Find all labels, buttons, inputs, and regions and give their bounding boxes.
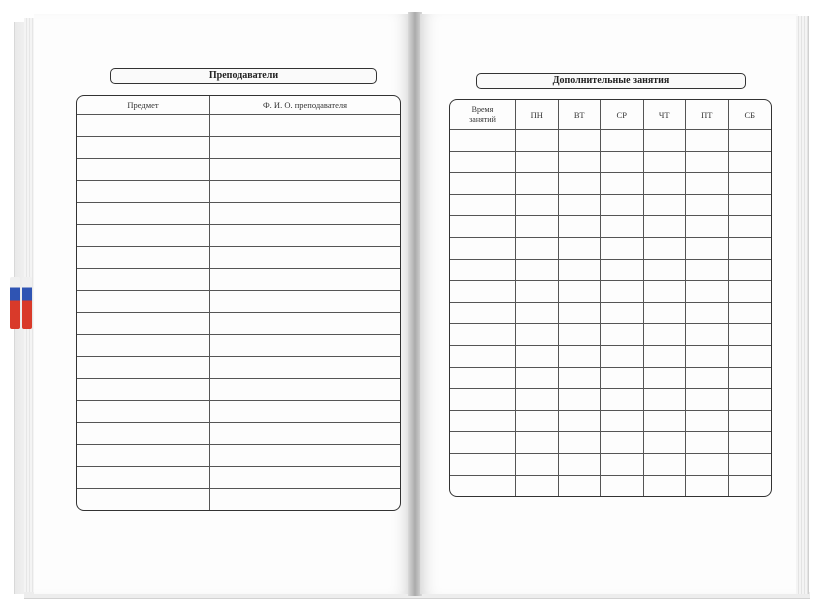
subject-cell <box>77 247 210 269</box>
day-cell <box>559 476 602 497</box>
day-cell <box>559 216 602 238</box>
day-cell <box>729 454 772 476</box>
day-cell <box>601 216 644 238</box>
day-cell <box>729 324 772 346</box>
day-cell <box>644 476 687 497</box>
day-cell <box>729 173 772 195</box>
table-row <box>450 130 771 152</box>
day-cell <box>729 281 772 303</box>
table-row <box>450 476 771 497</box>
day-cell <box>729 476 772 497</box>
time-cell <box>450 303 516 325</box>
table-row <box>450 281 771 303</box>
table-row <box>77 401 400 423</box>
day-cell <box>644 173 687 195</box>
day-cell <box>516 195 559 217</box>
table-row <box>77 181 400 203</box>
day-cell <box>601 303 644 325</box>
table-row <box>77 467 400 489</box>
table-row <box>450 411 771 433</box>
table-row <box>77 357 400 379</box>
time-cell <box>450 173 516 195</box>
teachers-table <box>76 95 401 511</box>
table-header-row <box>77 96 400 115</box>
day-cell <box>516 346 559 368</box>
day-cell <box>686 454 729 476</box>
teacher-name-cell <box>210 379 400 401</box>
day-cell <box>559 389 602 411</box>
column-header-day: ЧТ <box>644 100 687 130</box>
table-row <box>77 203 400 225</box>
day-cell <box>729 260 772 282</box>
teacher-name-cell <box>210 269 400 291</box>
time-header-line: Время <box>471 104 494 114</box>
day-cell <box>729 130 772 152</box>
table-row <box>450 432 771 454</box>
day-cell <box>686 368 729 390</box>
day-cell <box>601 411 644 433</box>
day-cell <box>516 454 559 476</box>
day-cell <box>601 173 644 195</box>
extra-classes-table <box>449 99 772 497</box>
day-cell <box>729 346 772 368</box>
time-cell <box>450 411 516 433</box>
teacher-name-cell <box>210 159 400 181</box>
subject-cell <box>77 445 210 467</box>
teacher-name-cell <box>210 137 400 159</box>
table-row <box>77 115 400 137</box>
subject-cell <box>77 423 210 445</box>
day-cell <box>601 238 644 260</box>
teacher-name-cell <box>210 467 400 489</box>
time-cell <box>450 260 516 282</box>
subject-cell <box>77 357 210 379</box>
day-cell <box>686 195 729 217</box>
day-cell <box>516 260 559 282</box>
day-cell <box>559 454 602 476</box>
subject-cell <box>77 225 210 247</box>
table-header-row <box>450 100 771 130</box>
day-cell <box>559 324 602 346</box>
time-cell <box>450 476 516 497</box>
day-cell <box>516 216 559 238</box>
day-cell <box>559 432 602 454</box>
day-cell <box>644 303 687 325</box>
page-stack-right <box>796 16 809 594</box>
day-cell <box>601 432 644 454</box>
subject-cell <box>77 269 210 291</box>
day-cell <box>686 476 729 497</box>
day-cell <box>729 303 772 325</box>
day-cell <box>601 152 644 174</box>
table-row <box>77 423 400 445</box>
day-cell <box>686 303 729 325</box>
time-cell <box>450 195 516 217</box>
day-cell <box>644 411 687 433</box>
day-cell <box>559 260 602 282</box>
time-cell <box>450 432 516 454</box>
day-cell <box>559 130 602 152</box>
table-row <box>450 454 771 476</box>
day-cell <box>729 216 772 238</box>
table-row <box>450 260 771 282</box>
day-cell <box>686 152 729 174</box>
subject-cell <box>77 335 210 357</box>
table-row <box>77 291 400 313</box>
time-cell <box>450 324 516 346</box>
day-cell <box>516 389 559 411</box>
day-cell <box>559 238 602 260</box>
day-cell <box>559 152 602 174</box>
table-row <box>77 159 400 181</box>
teacher-name-cell <box>210 489 400 510</box>
day-cell <box>601 346 644 368</box>
teacher-name-cell <box>210 335 400 357</box>
day-cell <box>729 238 772 260</box>
table-row <box>450 173 771 195</box>
table-row <box>77 445 400 467</box>
day-cell <box>516 476 559 497</box>
subject-cell <box>77 137 210 159</box>
column-header-day: ПН <box>516 100 559 130</box>
teachers-title: Преподаватели <box>110 68 377 84</box>
day-cell <box>601 476 644 497</box>
teacher-name-cell <box>210 291 400 313</box>
day-cell <box>686 238 729 260</box>
day-cell <box>559 368 602 390</box>
day-cell <box>686 130 729 152</box>
subject-cell <box>77 203 210 225</box>
day-cell <box>644 130 687 152</box>
day-cell <box>516 238 559 260</box>
day-cell <box>516 411 559 433</box>
subject-cell <box>77 401 210 423</box>
table-row <box>77 489 400 510</box>
day-cell <box>559 173 602 195</box>
table-row <box>77 137 400 159</box>
teacher-name-cell <box>210 401 400 423</box>
teacher-name-cell <box>210 313 400 335</box>
time-cell <box>450 346 516 368</box>
day-cell <box>644 260 687 282</box>
column-header-subject: Предмет <box>77 96 210 115</box>
subject-cell <box>77 115 210 137</box>
day-cell <box>686 389 729 411</box>
day-cell <box>516 130 559 152</box>
day-cell <box>516 281 559 303</box>
extra-classes-title: Дополнительные занятия <box>476 73 746 89</box>
table-row <box>77 379 400 401</box>
teacher-name-cell <box>210 225 400 247</box>
subject-cell <box>77 291 210 313</box>
column-header-day: СР <box>601 100 644 130</box>
day-cell <box>516 368 559 390</box>
table-row <box>450 152 771 174</box>
day-cell <box>516 152 559 174</box>
day-cell <box>516 173 559 195</box>
time-cell <box>450 368 516 390</box>
teacher-name-cell <box>210 247 400 269</box>
day-cell <box>729 368 772 390</box>
time-cell <box>450 281 516 303</box>
table-row <box>450 389 771 411</box>
day-cell <box>516 432 559 454</box>
day-cell <box>601 260 644 282</box>
time-cell <box>450 216 516 238</box>
table-row <box>77 313 400 335</box>
table-row <box>450 238 771 260</box>
day-cell <box>729 411 772 433</box>
day-cell <box>601 130 644 152</box>
subject-cell <box>77 489 210 510</box>
table-row <box>450 216 771 238</box>
day-cell <box>644 454 687 476</box>
subject-cell <box>77 379 210 401</box>
day-cell <box>559 411 602 433</box>
table-row <box>450 303 771 325</box>
day-cell <box>559 281 602 303</box>
time-cell <box>450 238 516 260</box>
day-cell <box>729 432 772 454</box>
day-cell <box>686 173 729 195</box>
table-row <box>77 225 400 247</box>
day-cell <box>686 281 729 303</box>
table-row <box>77 247 400 269</box>
table-row <box>77 335 400 357</box>
day-cell <box>644 432 687 454</box>
day-cell <box>516 303 559 325</box>
day-cell <box>644 389 687 411</box>
teacher-name-cell <box>210 357 400 379</box>
teacher-name-cell <box>210 423 400 445</box>
teacher-name-cell <box>210 203 400 225</box>
day-cell <box>601 454 644 476</box>
column-header-teacher-name: Ф. И. О. преподавателя <box>210 96 400 115</box>
day-cell <box>559 346 602 368</box>
day-cell <box>559 195 602 217</box>
day-cell <box>601 389 644 411</box>
day-cell <box>686 324 729 346</box>
day-cell <box>686 216 729 238</box>
teacher-name-cell <box>210 445 400 467</box>
subject-cell <box>77 181 210 203</box>
table-row <box>450 195 771 217</box>
day-cell <box>644 216 687 238</box>
column-header-day: ПТ <box>686 100 729 130</box>
day-cell <box>686 411 729 433</box>
day-cell <box>601 324 644 346</box>
day-cell <box>559 303 602 325</box>
column-header-day: СБ <box>729 100 772 130</box>
table-row <box>450 346 771 368</box>
day-cell <box>644 346 687 368</box>
day-cell <box>601 368 644 390</box>
subject-cell <box>77 159 210 181</box>
table-row <box>450 368 771 390</box>
day-cell <box>686 346 729 368</box>
time-cell <box>450 152 516 174</box>
day-cell <box>729 195 772 217</box>
day-cell <box>601 195 644 217</box>
day-cell <box>644 324 687 346</box>
subject-cell <box>77 313 210 335</box>
day-cell <box>686 260 729 282</box>
time-cell <box>450 454 516 476</box>
teacher-name-cell <box>210 115 400 137</box>
day-cell <box>644 281 687 303</box>
day-cell <box>644 238 687 260</box>
day-cell <box>644 195 687 217</box>
flag-ribbon-icon <box>22 277 32 329</box>
day-cell <box>516 324 559 346</box>
day-cell <box>644 152 687 174</box>
subject-cell <box>77 467 210 489</box>
flag-ribbon-icon <box>10 277 20 329</box>
column-header-day: ВТ <box>559 100 602 130</box>
time-header-line: занятий <box>469 114 496 124</box>
day-cell <box>686 432 729 454</box>
day-cell <box>601 281 644 303</box>
table-row <box>77 269 400 291</box>
table-row <box>450 324 771 346</box>
day-cell <box>729 152 772 174</box>
day-cell <box>729 389 772 411</box>
column-header-time <box>450 100 516 130</box>
day-cell <box>644 368 687 390</box>
time-cell <box>450 130 516 152</box>
time-cell <box>450 389 516 411</box>
teacher-name-cell <box>210 181 400 203</box>
